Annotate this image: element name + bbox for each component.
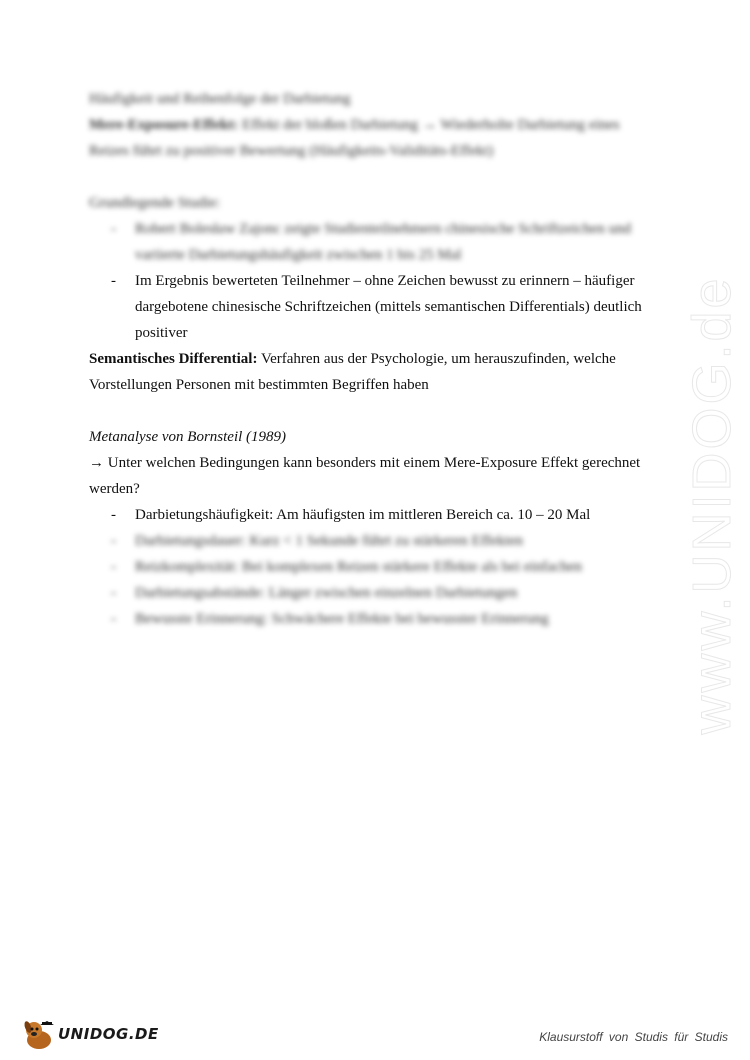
study-bullet-1-line-1: Robert Bolesław Zajonc zeigte Studienteilnehmern chinesische Schriftzeichen und [135, 221, 632, 237]
study-bullet-2-line-1: Im Ergebnis bewerteten Teilnehmer – ohne Zeichen bewusst zu erinnern – häufiger [135, 273, 635, 289]
section-heading: Häufigkeit und Reihenfolge der Darbietung [89, 91, 351, 107]
meta-bullet-5 [89, 606, 649, 632]
bullet-dash: - [111, 507, 116, 523]
semantic-differential-definition-2: Vorstellungen Personen mit bestimmten Begriffen haben [89, 377, 429, 393]
semantic-differential-term: Semantisches Differential: [89, 351, 258, 367]
meta-bullet-1 [89, 502, 649, 528]
unidog-logo[interactable] [20, 1016, 159, 1052]
meta-bullet-1-text: Darbietungshäufigkeit: Am häufigsten im mittleren Bereich ca. 10 – 20 Mal [135, 507, 591, 523]
meta-analysis-title: Metanalyse von Bornsteil (1989) [89, 429, 287, 445]
study-bullet-2-line-3: positiver [135, 325, 188, 341]
semantic-differential-line-1 [89, 346, 649, 372]
bullet-dash: - [111, 273, 116, 289]
study-bullet-2 [89, 268, 649, 346]
meta-bullet-4 [89, 580, 649, 606]
bullet-dash: - [111, 585, 116, 601]
meta-analysis-question-1: → Unter welchen Bedingungen kann besonders mit einem Mere-Exposure Effekt gerechnet [89, 455, 641, 471]
bullet-dash: - [111, 221, 116, 237]
bullet-dash: - [111, 611, 116, 627]
meta-bullet-4-text: Darbietungsabstände: Länger zwischen einzelnen Darbietungen [135, 585, 518, 601]
watermark: www.UNIDOG.de [682, 275, 742, 735]
semantic-differential-definition-1: Verfahren aus der Psychologie, um herauszufinden, welche [260, 351, 616, 367]
mere-exposure-term: Mere-Exposure-Effekt: [89, 117, 239, 133]
mere-exposure-line-1 [89, 112, 649, 138]
bullet-dash: - [111, 559, 116, 575]
meta-bullet-3-text: Reizkomplexität: Bei komplexen Reizen stärkere Effekte als bei einfachen [135, 559, 583, 575]
meta-bullet-5-text: Bewusste Erinnerung: Schwächere Effekte bei bewusster Erinnerung [135, 611, 549, 627]
study-bullet-1 [89, 216, 649, 268]
study-title: Grundlegende Studie: [89, 195, 221, 211]
study-bullet-2-line-2: dargebotene chinesische Schriftzeichen (mittels semantischen Differentials) deutlich [135, 299, 642, 315]
logo-text: UNIDOG.DE [58, 1025, 159, 1043]
dog-mascot-icon [20, 1016, 56, 1052]
bullet-dash: - [111, 533, 116, 549]
document-body [89, 86, 649, 632]
mere-exposure-definition-2: Reizes führt zu positiver Bewertung (Häufigkeits-Validitäts-Effekt) [89, 143, 494, 159]
mere-exposure-definition-1: Effekt der bloßen Darbietung → Wiederholte Darbietung eines [242, 117, 620, 133]
meta-bullet-3 [89, 554, 649, 580]
meta-bullet-2 [89, 528, 649, 554]
meta-bullet-2-text: Darbietungsdauer: Kurz < 1 Sekunde führt zu stärkeren Effekten [135, 533, 524, 549]
study-bullet-1-line-2: variierte Darbietungshäufigkeit zwischen 1 bis 25 Mal [135, 247, 462, 263]
footer-tagline: Klausurstoff von Studis für Studis [539, 1030, 728, 1044]
meta-analysis-question-2: werden? [89, 481, 140, 497]
